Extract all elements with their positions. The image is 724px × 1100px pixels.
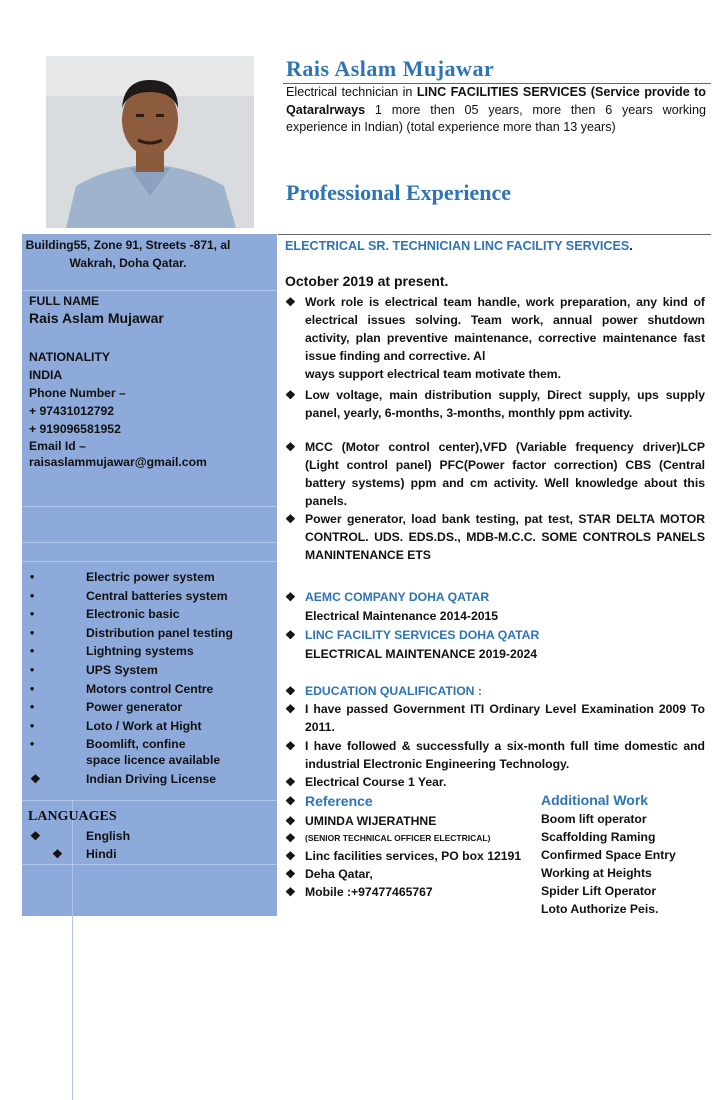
phone-number-2: + 919096581952 bbox=[29, 422, 121, 436]
job-period: October 2019 at present. bbox=[285, 273, 449, 289]
language-item: ❖ English bbox=[30, 829, 131, 843]
additional-work-item: Boom lift operator bbox=[541, 812, 647, 826]
skill-item: • Electric power system bbox=[30, 570, 215, 584]
skill-item: ❖ Indian Driving License bbox=[30, 772, 217, 786]
sidebar-divider bbox=[22, 290, 277, 291]
additional-work-title: Additional Work bbox=[541, 792, 649, 808]
full-name: Rais Aslam Mujawar bbox=[29, 310, 164, 326]
email-label: Email Id – bbox=[29, 439, 86, 453]
skill-item: • Loto / Work at Hight bbox=[30, 718, 202, 733]
skill-item: • Lightning systems bbox=[30, 644, 194, 659]
skill-item: • Motors control Centre bbox=[30, 681, 214, 696]
additional-work-item: Loto Authorize Peis. bbox=[541, 902, 659, 916]
sidebar-divider bbox=[22, 800, 277, 801]
intro-paragraph bbox=[286, 84, 706, 137]
phone-label: Phone Number – bbox=[29, 386, 126, 400]
phone-number-1: + 97431012792 bbox=[29, 404, 115, 418]
additional-work-item: Scaffolding Raming bbox=[541, 830, 656, 844]
section-divider bbox=[278, 234, 711, 235]
sidebar-divider bbox=[22, 506, 277, 507]
professional-experience-title: Professional Experience bbox=[286, 180, 512, 205]
sidebar bbox=[22, 234, 277, 916]
person-photo-icon bbox=[46, 56, 254, 228]
additional-work-item: Confirmed Space Entry bbox=[541, 848, 676, 862]
full-name-label: FULL NAME bbox=[29, 294, 100, 308]
skill-item: • Central batteries system bbox=[30, 588, 228, 603]
address: Building55, Zone 91, Streets -871, al Wakrah, Doha Qatar. bbox=[25, 238, 231, 270]
intro-text-1: Electrical technician in bbox=[286, 85, 417, 99]
candidate-name-title: Rais Aslam Mujawar bbox=[286, 56, 495, 81]
language-item: ❖ Hindi bbox=[52, 847, 117, 861]
nationality: INDIA bbox=[29, 368, 63, 382]
email-address: raisaslammujawar@gmail.com bbox=[29, 455, 207, 469]
skill-item: • UPS System bbox=[30, 663, 158, 677]
intro-text-2: 1 more then 05 years, more then 6 years working experience in Indian) (total experience more than 13 years) bbox=[286, 102, 706, 134]
skill-item: • Distribution panel testing bbox=[30, 625, 233, 640]
skill-item: • Electronic basic bbox=[30, 607, 180, 622]
profile-photo bbox=[46, 56, 254, 228]
job-title: ELECTRICAL SR. TECHNICIAN LINC FACILITY SERVICES. bbox=[285, 239, 633, 253]
intro-company: LINC FACILITIES SERVICES (Service provide to Qataralrways bbox=[286, 85, 706, 117]
sidebar-divider bbox=[22, 542, 277, 543]
additional-work-item: Working at Heights bbox=[541, 866, 652, 880]
skill-item: space licence available bbox=[86, 753, 221, 767]
nationality-label: NATIONALITY bbox=[29, 350, 111, 364]
skill-item: • Boomlift, confine bbox=[30, 737, 186, 752]
additional-work-item: Spider Lift Operator bbox=[541, 884, 657, 898]
skill-item: • Power generator bbox=[30, 700, 183, 715]
languages-title: LANGUAGES bbox=[28, 809, 117, 824]
sidebar-divider bbox=[22, 561, 277, 562]
